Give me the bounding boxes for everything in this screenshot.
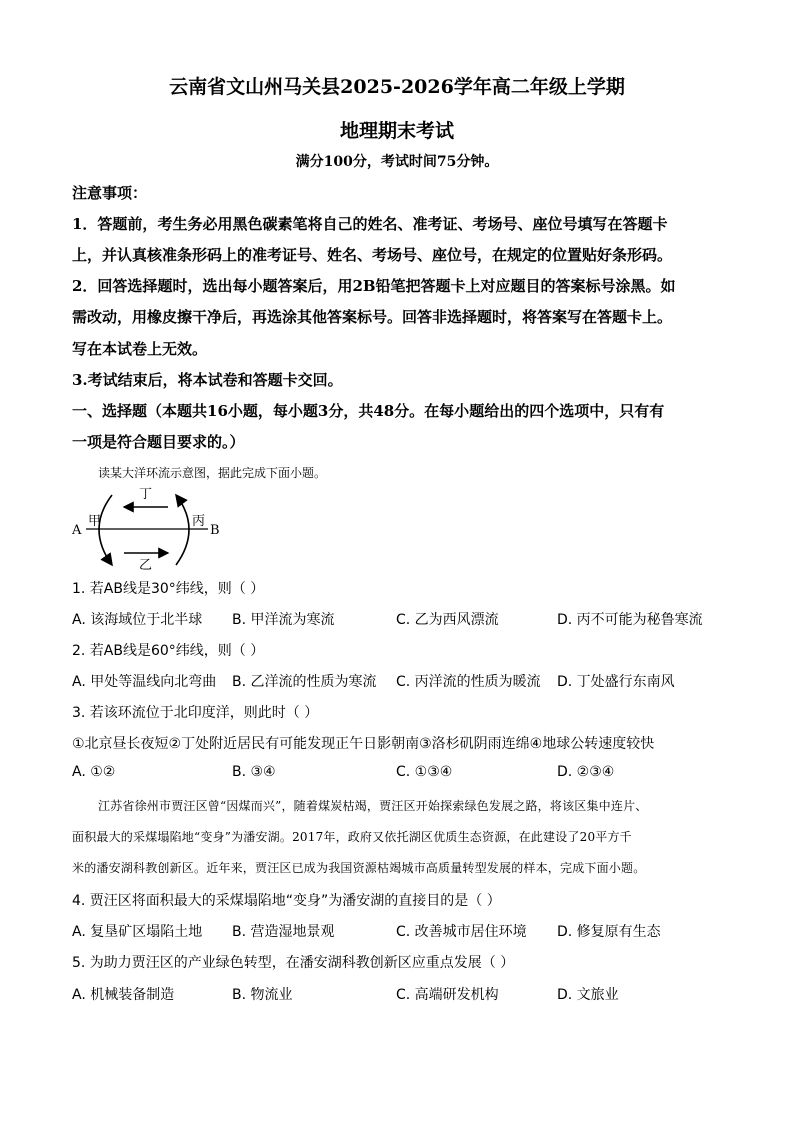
label-ding: 丁 xyxy=(139,487,153,502)
q4-option-b[interactable]: B. 营造湿地景观 xyxy=(232,924,335,940)
q3-items: ①北京昼长夜短②丁处附近居民有可能发现正午日影朝南③洛杉矶阴雨连绵④地球公转速度较快 xyxy=(72,736,655,752)
exam-subtitle: 地理期末考试 xyxy=(339,120,454,142)
q1-option-a[interactable]: A. 该海域位于北半球 xyxy=(72,612,203,628)
q2-option-d[interactable]: D. 丁处盛行东南风 xyxy=(557,674,675,690)
q4-option-c[interactable]: C. 改善城市居住环境 xyxy=(396,924,527,940)
passage-line-2: 面积最大的采煤塌陷地“变身”为潘安湖。2017年，政府又依托湖区优质生态资源，在此建设了20平方千 xyxy=(72,830,632,844)
section-heading-line-2: 一项是符合题目要求的。） xyxy=(72,433,245,451)
notes-line-3: 2．回答选择题时，选出每小题答案后，用2B铅笔把答题卡上对应题目的答案标号涂黑。如 xyxy=(72,277,676,295)
current-jia-arrow xyxy=(99,495,112,565)
q5-stem: 5. 为助力贾汪区的产业绿色转型，在潘安湖科教创新区应重点发展（ ） xyxy=(72,955,515,971)
label-jia: 甲 xyxy=(88,514,102,529)
q4-option-d[interactable]: D. 修复原有生态 xyxy=(557,924,661,940)
notes-line-1: 1．答题前，考生务必用黑色碳素笔将自己的姓名、准考证、考场号、座位号填写在答题卡 xyxy=(72,215,668,233)
q5-option-b[interactable]: B. 物流业 xyxy=(232,987,293,1003)
q5-option-d[interactable]: D. 文旅业 xyxy=(557,987,619,1003)
q3-option-d[interactable]: D. ②③④ xyxy=(557,764,615,780)
notes-line-4: 需改动，用橡皮擦干净后，再选涂其他答案标号。回答非选择题时，将答案写在答题卡上。 xyxy=(72,308,673,326)
section-heading-line-1: 一、选择题（本题共16小题，每小题3分，共48分。在每小题给出的四个选项中，只有有 xyxy=(72,402,665,420)
q2-option-a[interactable]: A. 甲处等温线向北弯曲 xyxy=(72,674,217,690)
q5-option-c[interactable]: C. 高端研发机构 xyxy=(396,987,499,1003)
q3-stem: 3. 若该环流位于北印度洋，则此时（ ） xyxy=(72,705,319,721)
q2-option-c[interactable]: C. 丙洋流的性质为暖流 xyxy=(396,674,541,690)
q4-option-a[interactable]: A. 复垦矿区塌陷土地 xyxy=(72,924,203,940)
q3-option-b[interactable]: B. ③④ xyxy=(232,764,276,780)
q1-option-b[interactable]: B. 甲洋流为寒流 xyxy=(232,612,335,628)
q2-stem: 2. 若AB线是60°纬线，则（ ） xyxy=(72,643,265,659)
label-b: B xyxy=(210,523,220,538)
notes-line-5: 写在本试卷上无效。 xyxy=(72,340,208,358)
notes-line-2: 上，并认真核准条形码上的准考证号、姓名、考场号、座位号，在规定的位置贴好条形码。 xyxy=(72,246,673,264)
label-yi: 乙 xyxy=(139,558,153,573)
notes-line-6: 3.考试结束后，将本试卷和答题卡交回。 xyxy=(72,371,343,389)
score-line: 满分100分，考试时间75分钟。 xyxy=(295,154,499,170)
passage-line-3: 米的潘安湖科教创新区。近年来，贾汪区已成为我国资源枯竭城市高质量转型发展的样本，完成下面小题。 xyxy=(72,861,646,875)
q3-option-a[interactable]: A. ①② xyxy=(72,764,116,780)
q1-stem: 1. 若AB线是30°纬线，则（ ） xyxy=(72,581,265,597)
q2-option-b[interactable]: B. 乙洋流的性质为寒流 xyxy=(232,674,377,690)
notes-heading: 注意事项： xyxy=(72,184,148,202)
ocean-current-diagram xyxy=(70,483,230,573)
q1-option-c[interactable]: C. 乙为西风漂流 xyxy=(396,612,499,628)
q4-stem: 4. 贾汪区将面积最大的采煤塌陷地“变身”为潘安湖的直接目的是（ ） xyxy=(72,893,501,909)
passage-line-1: 江苏省徐州市贾汪区曾“因煤而兴”，随着煤炭枯竭，贾汪区开始探索绿色发展之路，将该区集中连片、 xyxy=(98,799,648,813)
label-a: A xyxy=(72,523,82,538)
q3-option-c[interactable]: C. ①③④ xyxy=(396,764,453,780)
q5-option-a[interactable]: A. 机械装备制造 xyxy=(72,987,175,1003)
q1-option-d[interactable]: D. 丙不可能为秘鲁寒流 xyxy=(557,612,703,628)
figure-intro: 读某大洋环流示意图，据此完成下面小题。 xyxy=(98,466,327,480)
exam-title: 云南省文山州马关县2025-2026学年高二年级上学期 xyxy=(169,76,625,98)
current-bing-arrow xyxy=(176,495,189,565)
label-bing: 丙 xyxy=(192,514,206,529)
